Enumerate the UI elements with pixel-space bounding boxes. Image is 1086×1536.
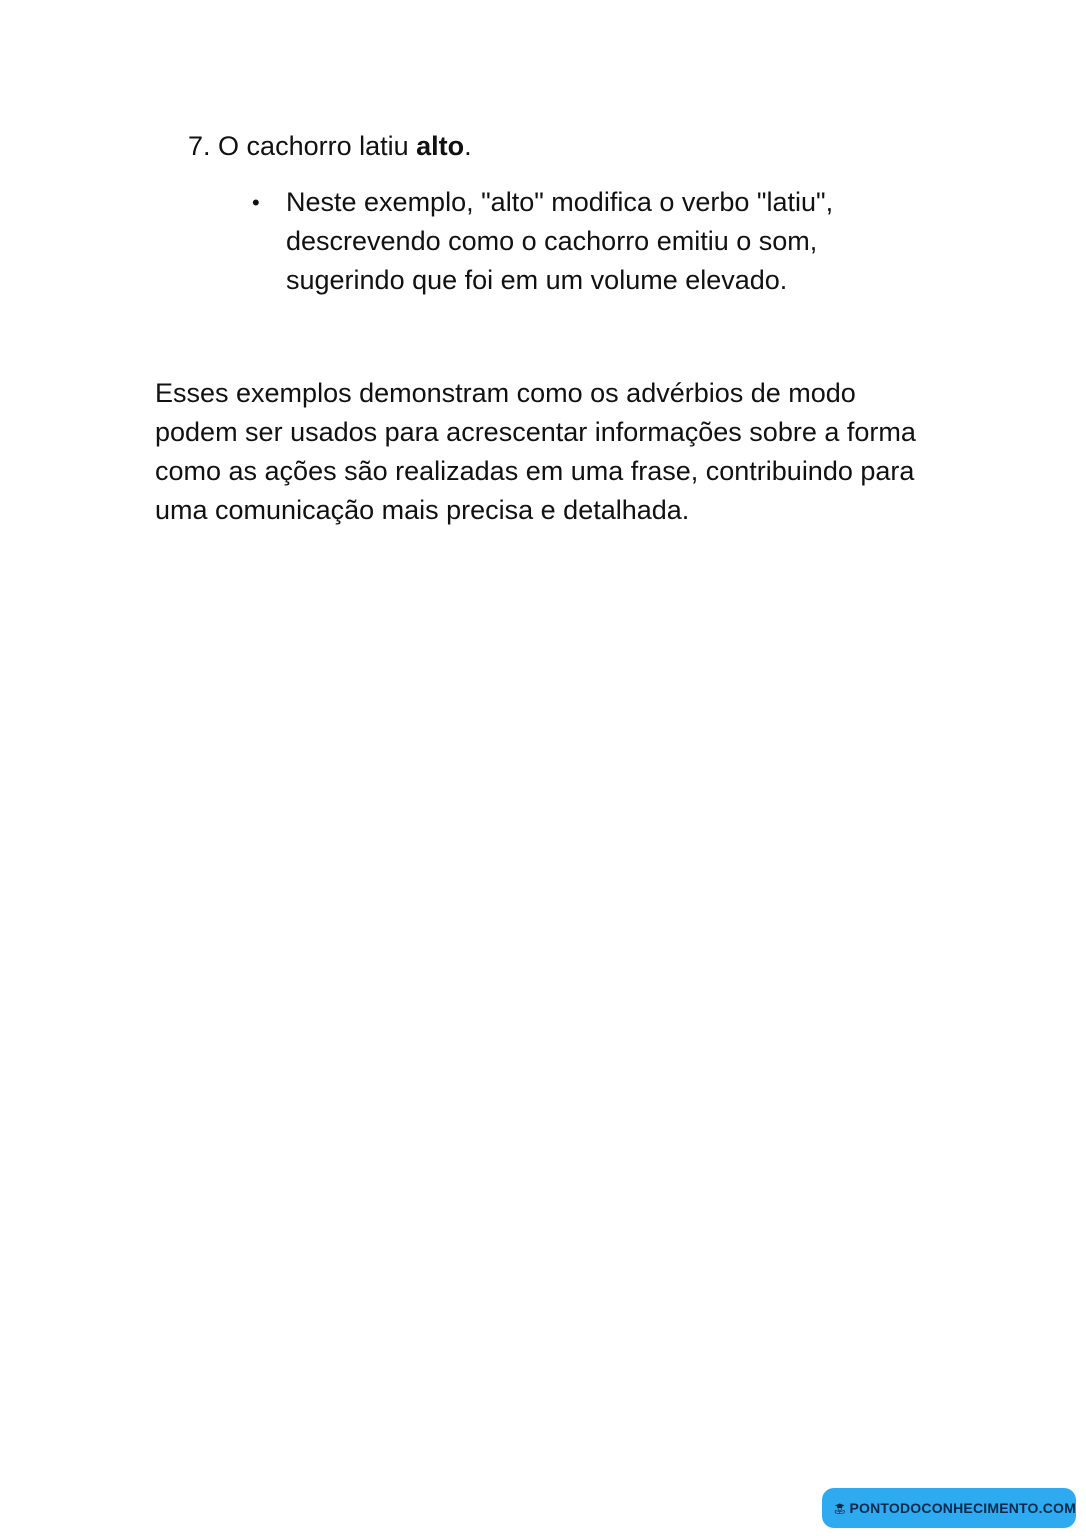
footer-site-name[interactable]: PONTODOCONHECIMENTO.COM bbox=[849, 1500, 1076, 1516]
numbered-list-item bbox=[188, 126, 472, 166]
list-item-bold-word: alto bbox=[416, 131, 465, 161]
bullet-item bbox=[252, 183, 892, 300]
conclusion-paragraph: Esses exemplos demonstram como os advérbios de modo podem ser usados para acrescentar informações sobre a forma como as ações são realizadas em uma frase, contribuindo para uma comunicação mais precisa e detalhada. bbox=[155, 378, 916, 525]
footer-site-badge[interactable] bbox=[822, 1488, 1076, 1528]
bullet-icon: • bbox=[252, 190, 260, 215]
bullet-text: Neste exemplo, "alto" modifica o verbo "latiu", descrevendo como o cachorro emitiu o som, sugerindo que foi em um volume elevado. bbox=[286, 187, 834, 295]
list-item-number: 7. bbox=[188, 131, 211, 161]
list-item-punctuation: . bbox=[464, 131, 472, 161]
graduate-reading-icon bbox=[834, 1494, 845, 1522]
list-item-text: O cachorro latiu bbox=[218, 131, 417, 161]
